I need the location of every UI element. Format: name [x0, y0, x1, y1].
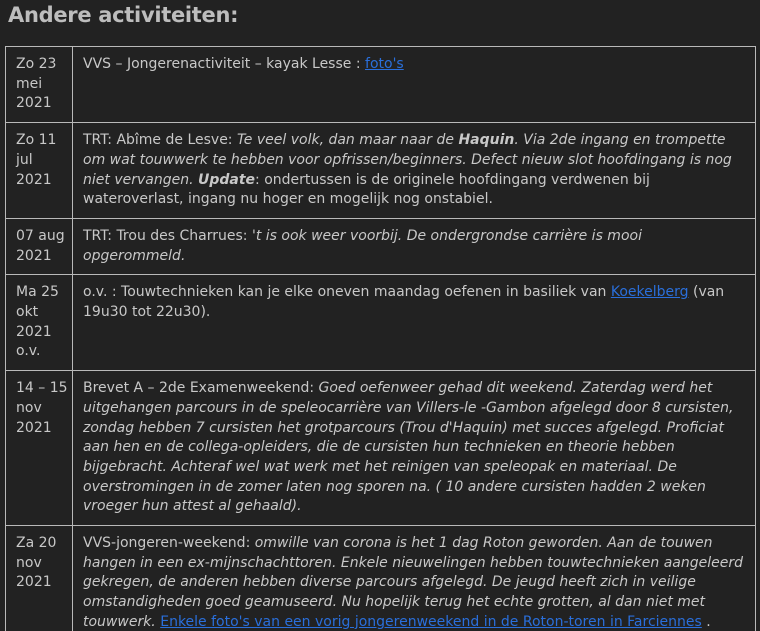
description-cell: [73, 371, 756, 526]
roton-photos-link[interactable]: Enkele foto's van een vorig jongerenweekend in de Roton-toren in Farciennes: [160, 613, 702, 630]
section-heading: Andere activiteiten:: [8, 3, 239, 27]
date-cell: Za 20 nov 2021: [6, 526, 73, 631]
date-cell: 14 – 15 nov 2021: [6, 371, 73, 526]
table-row: [6, 123, 756, 219]
activity-tail: (van 19u30 tot 22u30).: [83, 284, 725, 321]
koekelberg-link[interactable]: Koekelberg: [610, 284, 689, 301]
table-row: [6, 275, 756, 371]
activity-lead: Brevet A – 2de Examenweekend:: [83, 380, 319, 397]
table-row: [6, 47, 756, 123]
activity-note: 't is ook weer voorbij. De ondergrondse carrière is mooi opgerommeld.: [83, 227, 642, 264]
activity-note: Te veel volk, dan maar naar de: [236, 132, 459, 149]
date-cell: 07 aug 2021: [6, 218, 73, 274]
activity-lead: TRT: Trou des Charrues:: [83, 227, 252, 244]
place-name: Haquin: [458, 132, 515, 149]
activity-lead: TRT: Abîme de Lesve:: [83, 132, 237, 149]
description-cell: [73, 275, 756, 371]
description-cell: [73, 526, 756, 631]
photos-link[interactable]: foto's: [365, 56, 404, 72]
table-row: [6, 218, 756, 274]
activity-note: Goed oefenweer gehad dit weekend. Zaterdag werd het uitgehangen parcours in de speleocarrière van Villers-le -Gambon afgelegd door 8 cursisten, zondag hebben 7 cursisten het grotparcours (Trou d'Haquin) met succes afgelegd. Proficiat aan hen en de collega-opleiders, die de cursisten hun technieken en theorie hebben bijgebracht. Achteraf wel wat werk met het reinigen van speleopak en materiaal. De overstromingen in de zomer laten nog sporen na. ( 10 andere cursisten hadden 2 weken vroeger hun attest al gehaald).: [83, 380, 734, 515]
update-label: Update: [197, 171, 256, 188]
date-cell: Ma 25 okt 2021 o.v.: [6, 275, 73, 371]
activity-tail: : ondertussen is de originele hoofdingang verdwenen bij wateroverlast, ingang nu hoger en mogelijk nog onstabiel.: [83, 171, 650, 208]
description-cell: [73, 218, 756, 274]
description-cell: [73, 123, 756, 219]
table-row: [6, 371, 756, 526]
description-cell: [73, 47, 756, 123]
table-row: [6, 526, 756, 631]
date-cell: Zo 23 mei 2021: [6, 47, 73, 123]
date-cell: Zo 11 jul 2021: [6, 123, 73, 219]
activity-tail: .: [701, 613, 711, 630]
activity-lead: VVS-jongeren-weekend:: [83, 535, 255, 552]
activity-lead: VVS – Jongerenactiviteit – kayak Lesse :: [83, 56, 366, 72]
activity-note: omwille van corona is het 1 dag Roton geworden. Aan de touwen hangen in een ex-mijnschachttoren. Enkele nieuwelingen hebben touwtechnieken aangeleerd gekregen, de anderen hebben diverse parcours afgelegd. De jeugd heeft zich in veilige omstandigheden goed geamuseerd. Nu hopelijk terug het echte grotten, al dan niet met touwwerk.: [83, 535, 743, 630]
activity-note: . Via 2de ingang en trompette om wat touwwerk te hebben voor opfrissen/beginners. Defect nieuw slot hoofdingang is nog niet vervangen.: [83, 132, 732, 188]
activity-lead: o.v. : Touwtechnieken kan je elke oneven maandag oefenen in basiliek van: [83, 284, 611, 301]
activities-table: [5, 46, 756, 631]
